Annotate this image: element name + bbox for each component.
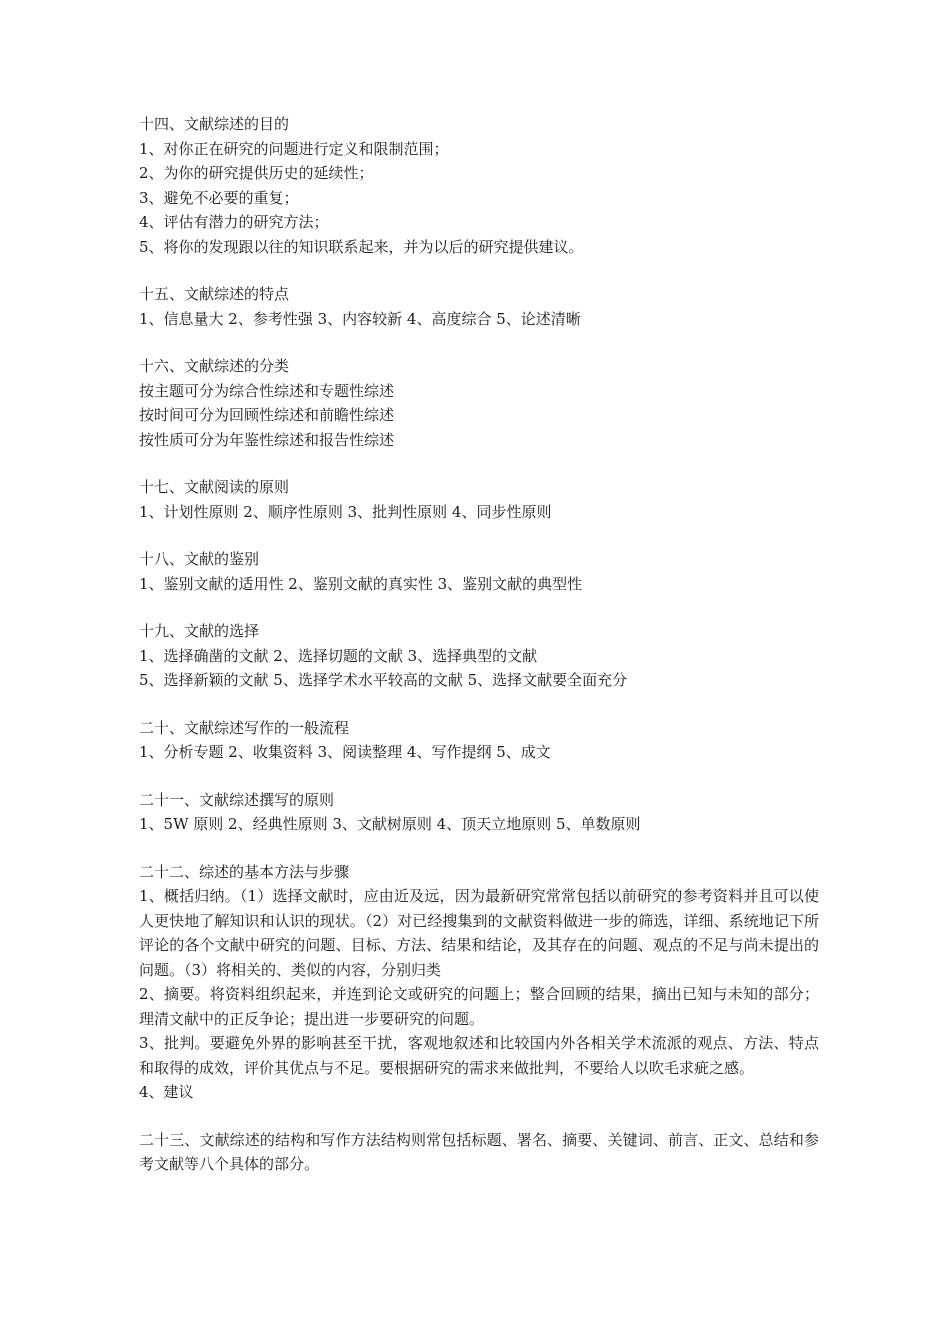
paragraph: 4、建议: [139, 1083, 194, 1101]
paragraph: 1、概括归纳。（1）选择文献时，应由近及远，因为最新研究常常包括以前研究的参考资料并且可以使人更快地了解知识和认识的现状。（2）对已经搜集到的文献资料做进一步的筛选，详细、系统地记下所评论的各个文献中研究的问题、目标、方法、结果和结论，及其存在的问题、观点的不足与尚未提出的问题。（3）将相关的、类似的内容，分别归类: [139, 887, 819, 979]
list-item: 按时间可分为回顾性综述和前瞻性综述: [139, 406, 395, 424]
list-item: 1、分析专题 2、收集资料 3、阅读整理 4、写作提纲 5、成文: [139, 743, 551, 761]
list-item: 按性质可分为年鉴性综述和报告性综述: [139, 430, 395, 449]
section-19: [139, 619, 819, 693]
paragraph: 3、批判。要避免外界的影响甚至干扰，客观地叙述和比较国内外各相关学术流派的观点、方法、特点和取得的成效，评价其优点与不足。要根据研究的需求来做批判，不要给人以吹毛求疵之感。: [139, 1034, 819, 1077]
list-item: 1、5W 原则 2、经典性原则 3、文献树原则 4、顶天立地原则 5、单数原则: [139, 815, 641, 833]
list-item: 按主题可分为综合性综述和专题性综述: [139, 381, 395, 400]
list-item: 5、选择新颖的文献 5、选择学术水平较高的文献 5、选择文献要全面充分: [139, 671, 628, 689]
list-item: 1、对你正在研究的问题进行定义和限制范围；: [139, 139, 449, 158]
section-21: [139, 788, 819, 837]
section-heading: 二十一、文献综述撰写的原则: [139, 790, 335, 809]
list-item: 1、计划性原则 2、顺序性原则 3、批判性原则 4、同步性原则: [139, 502, 552, 521]
section-heading: 二十二、综述的基本方法与步骤: [139, 862, 350, 881]
list-item: 2、为你的研究提供历史的延续性；: [139, 164, 374, 182]
section-heading: 十四、文献综述的目的: [139, 115, 290, 133]
section-heading: 十九、文献的选择: [139, 622, 260, 640]
paragraph: 2、摘要。将资料组织起来，并连到论文或研究的问题上；整合回顾的结果，摘出已知与未知的部分；理清文献中的正反争论；提出进一步要研究的问题。: [139, 985, 819, 1028]
list-item: 3、避免不必要的重复；: [139, 188, 299, 207]
section-22: [139, 860, 819, 1105]
section-heading: 十八、文献的鉴别: [139, 550, 260, 568]
section-17: [139, 475, 819, 524]
section-heading: 十七、文献阅读的原则: [139, 478, 290, 496]
section-heading: 十五、文献综述的特点: [139, 285, 290, 303]
section-heading: 二十、文献综述写作的一般流程: [139, 718, 350, 737]
section-16: [139, 354, 819, 452]
list-item: 1、选择确凿的文献 2、选择切题的文献 3、选择典型的文献: [139, 646, 538, 665]
section-20: [139, 716, 819, 765]
section-18: [139, 547, 819, 596]
section-23: [139, 1128, 819, 1177]
list-item: 4、评估有潜力的研究方法；: [139, 213, 329, 231]
section-14: [139, 112, 819, 259]
list-item: 1、鉴别文献的适用性 2、鉴别文献的真实性 3、鉴别文献的典型性: [139, 574, 583, 593]
list-item: 1、信息量大 2、参考性强 3、内容较新 4、高度综合 5、论述清晰: [139, 309, 581, 328]
section-heading: 十六、文献综述的分类: [139, 357, 290, 375]
list-item: 5、将你的发现跟以往的知识联系起来，并为以后的研究提供建议。: [139, 237, 584, 256]
paragraph: 二十三、文献综述的结构和写作方法结构则常包括标题、署名、摘要、关键词、前言、正文、总结和参考文献等八个具体的部分。: [139, 1130, 819, 1173]
section-15: [139, 282, 819, 331]
document-page: [139, 112, 819, 1177]
